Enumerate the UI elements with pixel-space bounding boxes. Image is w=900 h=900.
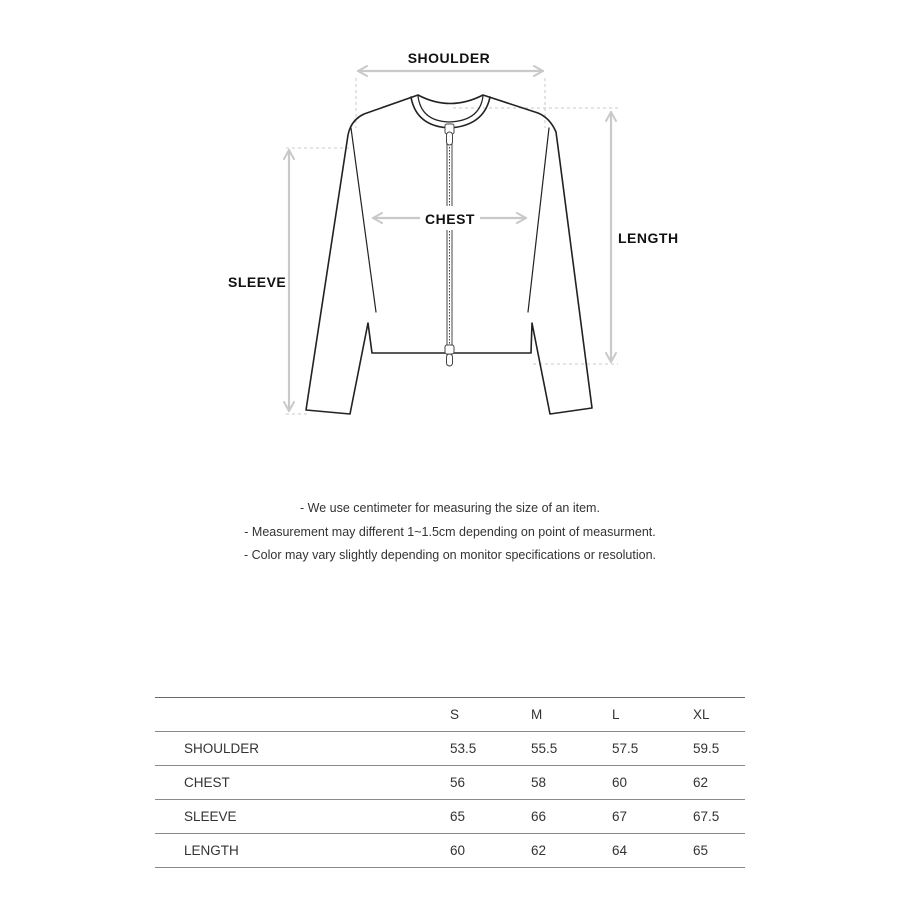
table-cell: 60 [612,766,693,800]
table-cell: 62 [693,766,745,800]
row-label: SLEEVE [155,800,450,834]
jacket-collar [411,97,490,128]
size-table [155,697,745,868]
table-row [155,732,745,766]
zipper-top-pull [447,132,453,145]
table-cell: 64 [612,834,693,868]
chest-label: CHEST [425,211,475,227]
table-cell: 65 [450,800,531,834]
table-cell: 60 [450,834,531,868]
right-sleeve-seam [528,128,549,312]
length-label: LENGTH [618,230,679,246]
table-cell: 59.5 [693,732,745,766]
header-size-xl: XL [693,698,745,732]
table-cell: 65 [693,834,745,868]
size-header-row [155,698,745,732]
table-row [155,800,745,834]
note-line: - Measurement may different 1~1.5cm depending on point of measurment. [244,524,656,539]
table-cell: 58 [531,766,612,800]
header-size-l: L [612,698,693,732]
measurement-notes [0,497,900,568]
table-row [155,834,745,868]
row-label: CHEST [155,766,450,800]
row-label: LENGTH [155,834,450,868]
header-size-m: M [531,698,612,732]
table-cell: 56 [450,766,531,800]
table-cell: 53.5 [450,732,531,766]
table-cell: 66 [531,800,612,834]
note-line: - Color may vary slightly depending on monitor specifications or resolution. [244,548,656,562]
zipper [445,124,454,366]
zipper-bottom-pull [447,354,453,366]
sleeve-label: SLEEVE [228,274,287,290]
header-size-s: S [450,698,531,732]
table-row [155,766,745,800]
table-cell: 67 [612,800,693,834]
shoulder-label: SHOULDER [407,50,491,66]
table-cell: 62 [531,834,612,868]
note-line: - We use centimeter for measuring the size of an item. [300,501,600,515]
header-blank-cell [155,698,450,732]
table-cell: 57.5 [612,732,693,766]
row-label: SHOULDER [155,732,450,766]
zipper-bottom-slider [445,345,454,354]
table-cell: 67.5 [693,800,745,834]
table-cell: 55.5 [531,732,612,766]
left-sleeve-seam [351,128,376,312]
